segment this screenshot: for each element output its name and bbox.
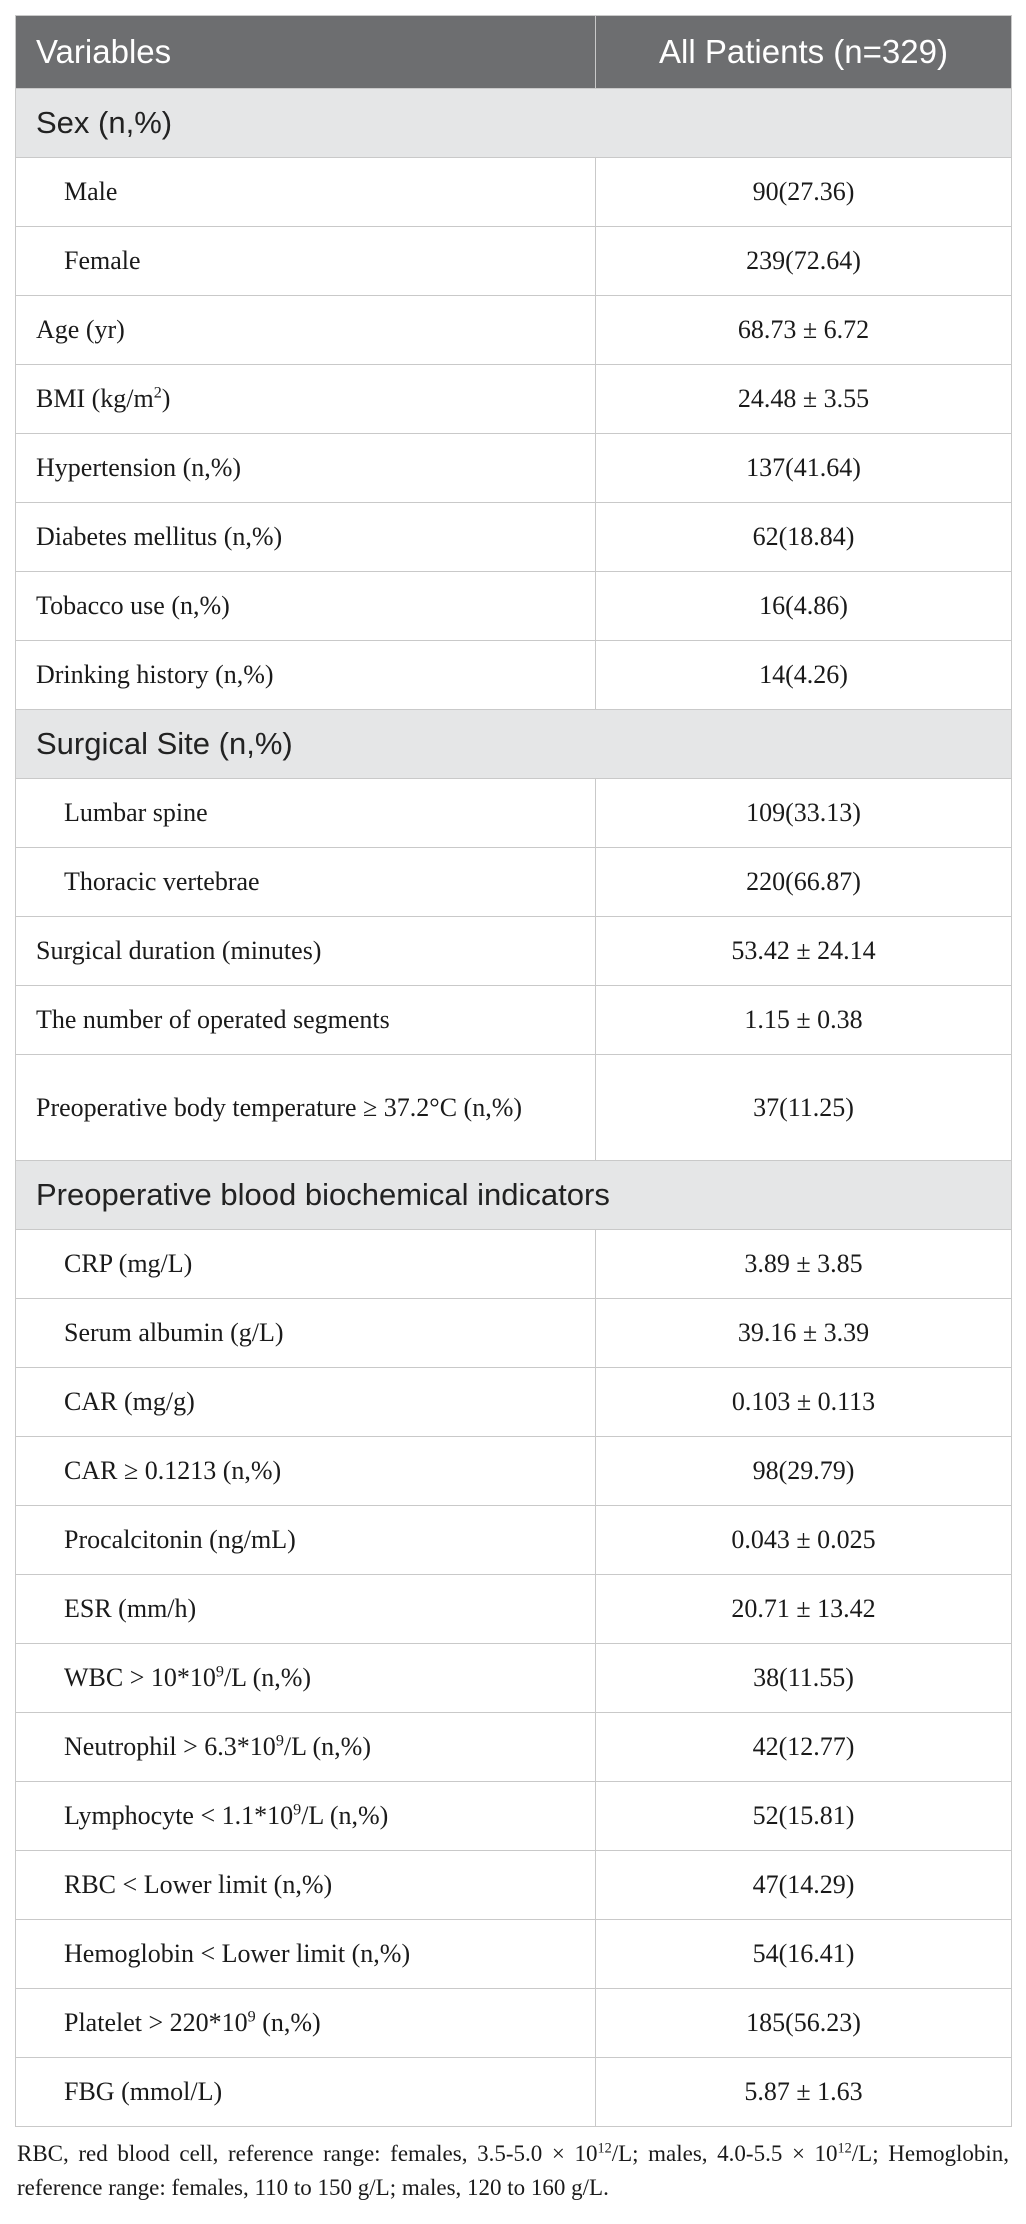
table-row [16,1989,1012,2058]
patient-value: 24.48 ± 3.55 [596,365,1012,434]
footnote-part-1: RBC, red blood cell, reference range: females, 3.5-5.0 × 10 [17,2141,598,2166]
table-row [16,227,1012,296]
table-row [16,1644,1012,1713]
variable-label [16,1299,596,1368]
variable-label [16,158,596,227]
table-row [16,1506,1012,1575]
table-row [16,1920,1012,1989]
table-row [16,1299,1012,1368]
table-row [16,1437,1012,1506]
variable-label [16,1713,596,1782]
patient-value: 39.16 ± 3.39 [596,1299,1012,1368]
variable-label [16,1782,596,1851]
footnote-part-2: /L; males, 4.0-5.5 × 10 [611,2141,838,2166]
section-row [16,710,1012,779]
variable-label [16,1920,596,1989]
table-footnote [15,2137,1011,2205]
patient-value: 0.103 ± 0.113 [596,1368,1012,1437]
patient-value: 185(56.23) [596,1989,1012,2058]
variable-label-text: CAR ≥ 0.1213 (n,%) [64,1456,282,1485]
variable-label-suffix: ) [161,384,171,413]
table-row [16,986,1012,1055]
variable-label [16,296,596,365]
table-row [16,503,1012,572]
variable-label-text: Age (yr) [36,315,125,344]
variable-label [16,1851,596,1920]
variable-label-text: Drinking history (n,%) [36,660,274,689]
variable-label-text: CRP (mg/L) [64,1249,193,1278]
patient-value: 239(72.64) [596,227,1012,296]
variable-label [16,1575,596,1644]
patient-value: 42(12.77) [596,1713,1012,1782]
section-label: Surgical Site (n,%) [16,710,1012,779]
table-row [16,641,1012,710]
patient-value: 5.87 ± 1.63 [596,2058,1012,2127]
variable-label-text: Platelet > 220*10 [64,2008,248,2037]
header-all-patients: All Patients (n=329) [596,16,1012,89]
section-label: Sex (n,%) [16,89,1012,158]
section-label: Preoperative blood biochemical indicators [16,1161,1012,1230]
variable-label-text: Diabetes mellitus (n,%) [36,522,283,551]
table-body [16,89,1012,2127]
table-row [16,848,1012,917]
patient-value: 3.89 ± 3.85 [596,1230,1012,1299]
variable-label-suffix: (n,%) [255,2008,321,2037]
variable-label-text: Lumbar spine [64,798,208,827]
table-row [16,434,1012,503]
header-variables: Variables [16,16,596,89]
table-container [15,15,1011,2205]
patient-value: 62(18.84) [596,503,1012,572]
variable-label-text: Tobacco use (n,%) [36,591,230,620]
section-row [16,1161,1012,1230]
variable-label [16,779,596,848]
footnote-sup-2: 12 [837,2140,852,2157]
patient-value: 52(15.81) [596,1782,1012,1851]
patient-value: 220(66.87) [596,848,1012,917]
patient-value: 98(29.79) [596,1437,1012,1506]
patient-characteristics-table [15,15,1012,2127]
variable-label [16,917,596,986]
footnote-sup-1: 12 [597,2140,612,2157]
variable-label-text: The number of operated segments [36,1005,390,1034]
variable-label [16,848,596,917]
variable-label [16,503,596,572]
variable-label-text: Surgical duration (minutes) [36,936,322,965]
variable-label-text: Neutrophil > 6.3*10 [64,1732,276,1761]
table-row [16,917,1012,986]
variable-label-text: CAR (mg/g) [64,1387,195,1416]
patient-value: 54(16.41) [596,1920,1012,1989]
variable-label-text: Serum albumin (g/L) [64,1318,284,1347]
variable-label-suffix: /L (n,%) [223,1663,312,1692]
variable-label [16,2058,596,2127]
table-row [16,296,1012,365]
variable-label-text: Procalcitonin (ng/mL) [64,1525,296,1554]
table-row [16,779,1012,848]
variable-label-superscript: 9 [275,1732,284,1750]
variable-label [16,1644,596,1713]
variable-label [16,1989,596,2058]
variable-label [16,1055,596,1161]
patient-value: 0.043 ± 0.025 [596,1506,1012,1575]
table-row [16,1851,1012,1920]
table-row [16,158,1012,227]
variable-label-suffix: /L (n,%) [283,1732,371,1761]
variable-label-text: WBC > 10*10 [64,1663,216,1692]
patient-value: 68.73 ± 6.72 [596,296,1012,365]
variable-label [16,1506,596,1575]
variable-label-text: Female [64,246,141,275]
patient-value: 1.15 ± 0.38 [596,986,1012,1055]
patient-value: 16(4.86) [596,572,1012,641]
variable-label-suffix: /L (n,%) [301,1801,389,1830]
variable-label-text: Hemoglobin < Lower limit (n,%) [64,1939,411,1968]
variable-label-text: RBC < Lower limit (n,%) [64,1870,333,1899]
patient-value: 90(27.36) [596,158,1012,227]
variable-label [16,1230,596,1299]
variable-label [16,227,596,296]
patient-value: 137(41.64) [596,434,1012,503]
variable-label-text: ESR (mm/h) [64,1594,197,1623]
variable-label-text: FBG (mmol/L) [64,2077,223,2106]
variable-label-superscript: 2 [153,384,162,402]
variable-label-superscript: 9 [247,2008,256,2026]
variable-label-text: Thoracic vertebrae [64,867,260,896]
table-row [16,1575,1012,1644]
patient-value: 53.42 ± 24.14 [596,917,1012,986]
table-row [16,1713,1012,1782]
table-row [16,1055,1012,1161]
variable-label [16,572,596,641]
table-row [16,1782,1012,1851]
variable-label [16,1437,596,1506]
variable-label-text: Preoperative body temperature ≥ 37.2°C (n,%) [36,1092,523,1122]
table-row [16,2058,1012,2127]
table-row [16,365,1012,434]
table-row [16,1230,1012,1299]
patient-value: 37(11.25) [596,1055,1012,1161]
table-row [16,1368,1012,1437]
variable-label-text: BMI (kg/m [36,384,154,413]
variable-label [16,1368,596,1437]
variable-label-superscript: 9 [293,1801,302,1819]
table-row [16,572,1012,641]
section-row [16,89,1012,158]
variable-label [16,434,596,503]
variable-label-text: Male [64,177,118,206]
patient-value: 47(14.29) [596,1851,1012,1920]
variable-label-superscript: 9 [215,1663,224,1681]
patient-value: 109(33.13) [596,779,1012,848]
variable-label [16,365,596,434]
patient-value: 14(4.26) [596,641,1012,710]
footnote-part-3: /L; Hemoglobin, reference range: females, 110 to 150 g/L; males, 120 to 160 g/L. [17,2141,1009,2200]
patient-value: 38(11.55) [596,1644,1012,1713]
patient-value: 20.71 ± 13.42 [596,1575,1012,1644]
table-header-row [16,16,1012,89]
variable-label-text: Lymphocyte < 1.1*10 [64,1801,294,1830]
variable-label [16,641,596,710]
variable-label-text: Hypertension (n,%) [36,453,242,482]
variable-label [16,986,596,1055]
